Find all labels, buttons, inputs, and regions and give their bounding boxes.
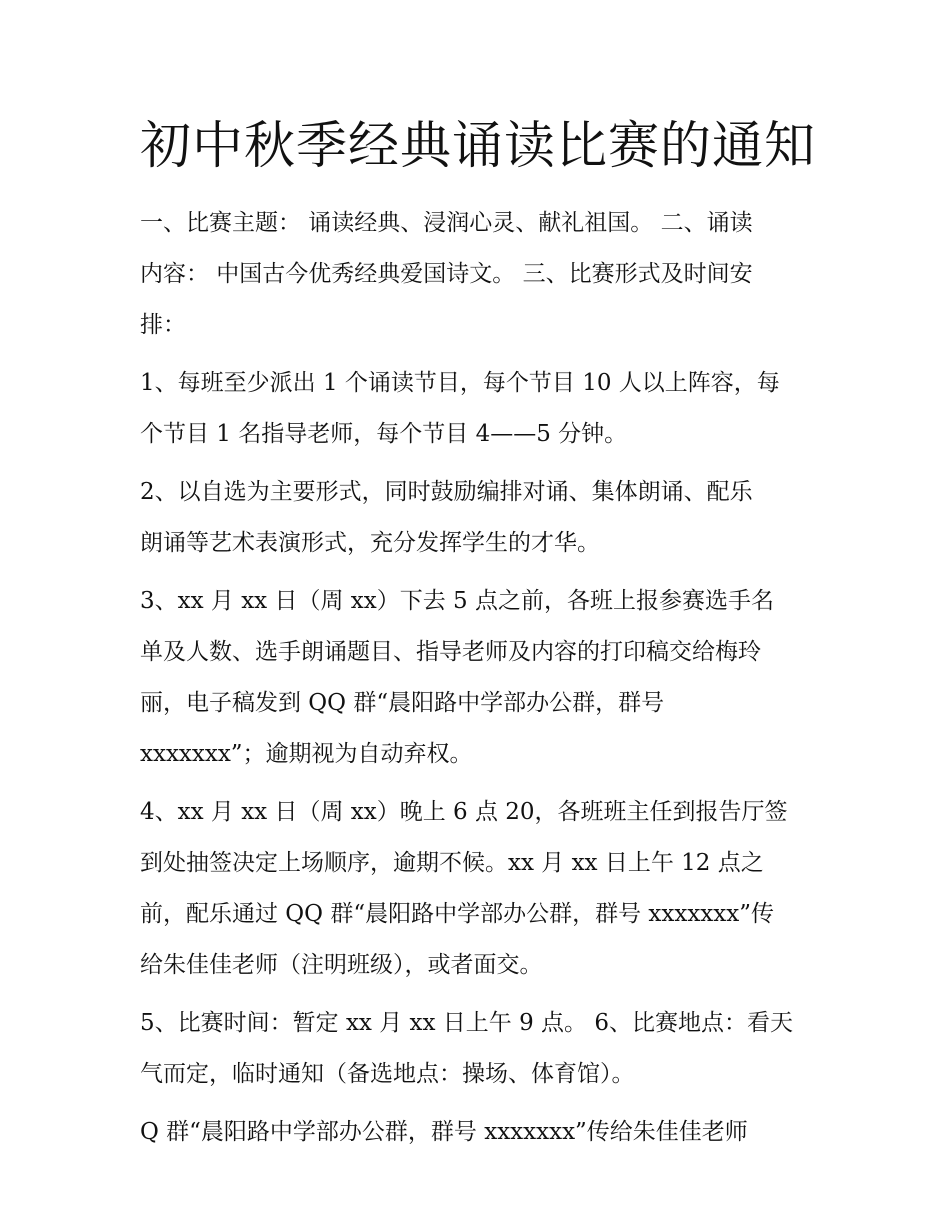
paragraph-item-2 — [140, 467, 820, 569]
paragraph-item-5-6 — [140, 998, 820, 1100]
text-line: 一、比赛主题： 诵读经典、浸润心灵、献礼祖国。 二、诵读 — [140, 210, 753, 236]
paragraph-item-1 — [140, 358, 820, 460]
paragraph-item-3 — [140, 576, 820, 780]
text-line: 3、xx 月 xx 日（周 xx）下去 5 点之前，各班上报参赛选手名 — [140, 588, 774, 614]
paragraph-item-4 — [140, 787, 820, 991]
text-line: Q 群“晨阳路中学部办公群，群号 xxxxxxx”传给朱佳佳老师 — [140, 1119, 748, 1145]
text-line: 丽，电子稿发到 QQ 群“晨阳路中学部办公群，群号 — [140, 690, 665, 716]
text-line: 气而定，临时通知（备选地点：操场、体育馆）。 — [140, 1061, 635, 1087]
paragraph-trailing — [140, 1107, 820, 1158]
document-title: 初中秋季经典诵读比赛的通知 — [140, 117, 817, 176]
document-body — [140, 198, 820, 1165]
text-line: 朗诵等艺术表演形式，充分发挥学生的才华。 — [140, 530, 600, 556]
text-line: 排： — [140, 312, 186, 338]
text-line: 5、比赛时间：暂定 xx 月 xx 日上午 9 点。 6、比赛地点：看天 — [140, 1010, 793, 1036]
text-line: 个节目 1 名指导老师，每个节目 4——5 分钟。 — [140, 421, 628, 447]
text-line: 2、以自选为主要形式，同时鼓励编排对诵、集体朗诵、配乐 — [140, 479, 753, 505]
text-line: 前，配乐通过 QQ 群“晨阳路中学部办公群，群号 xxxxxxx”传 — [140, 901, 774, 927]
text-line: 1、每班至少派出 1 个诵读节目，每个节目 10 人以上阵容，每 — [140, 370, 780, 396]
paragraph-theme-content-format — [140, 198, 820, 351]
text-line: xxxxxxx”；逾期视为自动弃权。 — [140, 741, 473, 767]
text-line: 单及人数、选手朗诵题目、指导老师及内容的打印稿交给梅玲 — [140, 639, 761, 665]
text-line: 内容： 中国古今优秀经典爱国诗文。 三、比赛形式及时间安 — [140, 261, 753, 287]
text-line: 给朱佳佳老师（注明班级），或者面交。 — [140, 952, 543, 978]
text-line: 4、xx 月 xx 日（周 xx）晚上 6 点 20，各班班主任到报告厅签 — [140, 799, 788, 825]
text-line: 到处抽签决定上场顺序，逾期不候。xx 月 xx 日上午 12 点之 — [140, 850, 764, 876]
